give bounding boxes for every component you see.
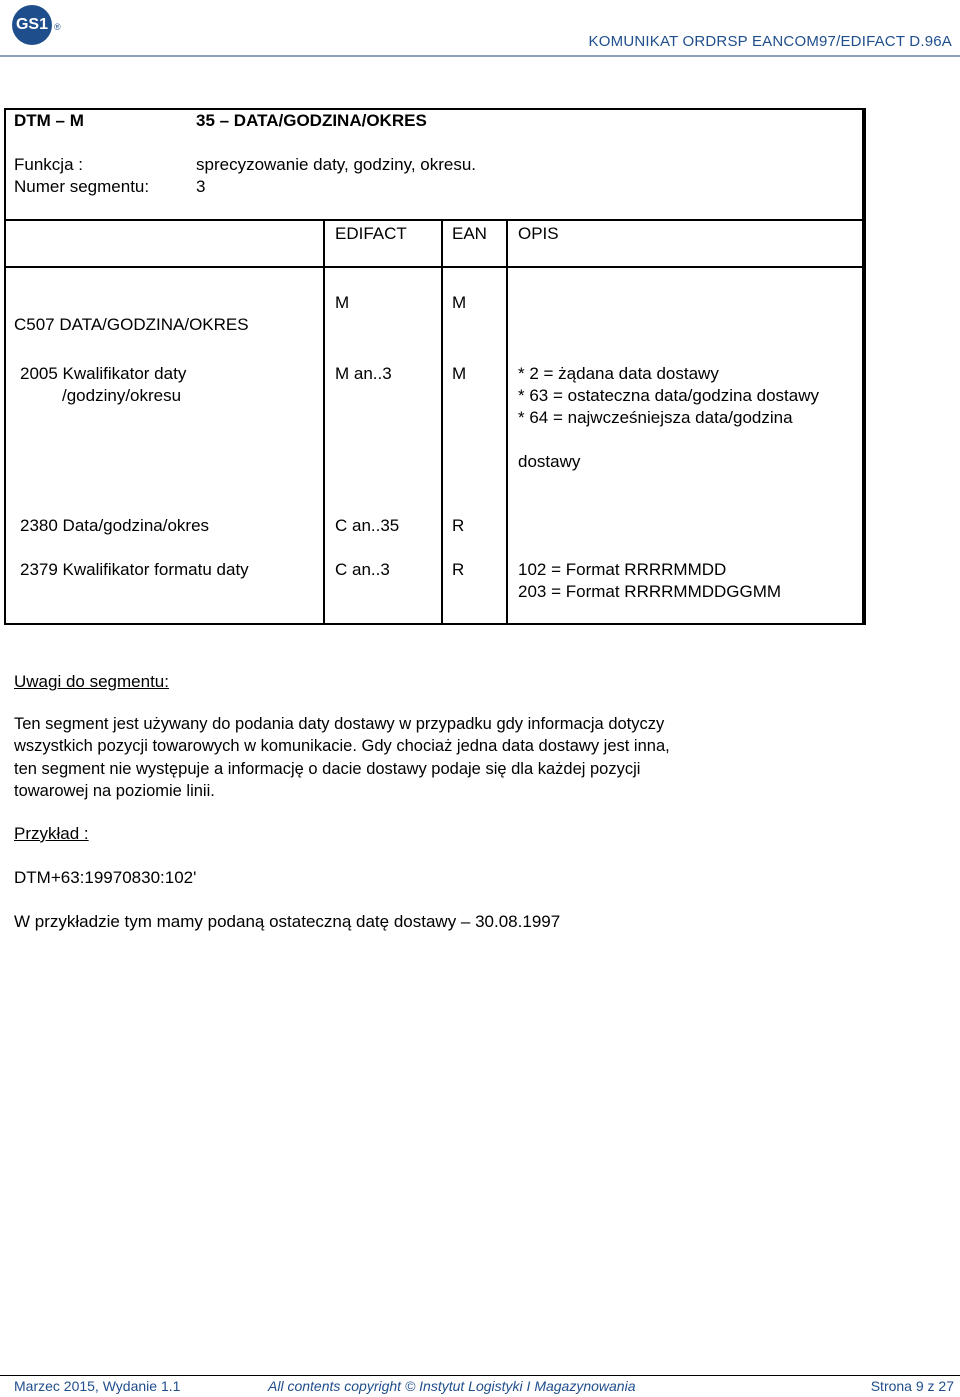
element-name-cont: /godziny/okresu: [62, 386, 182, 405]
column-header-edifact: EDIFACT: [335, 224, 407, 243]
function-label: Funkcja :: [14, 155, 83, 174]
code-description: * 64 = najwcześniejsza data/godzina: [518, 408, 793, 427]
column-header-ean: EAN: [452, 224, 487, 243]
column-divider: [506, 219, 508, 625]
logo-text: GS1: [15, 16, 48, 33]
table-divider: [4, 266, 864, 268]
element-name: 2379 Kwalifikator formatu daty: [20, 560, 249, 579]
footer-page-number: Strona 9 z 27: [870, 1378, 954, 1394]
segment-name: 35 – DATA/GODZINA/OKRES: [196, 111, 427, 130]
column-header-opis: OPIS: [518, 224, 559, 243]
element-edifact: C an..3: [335, 560, 390, 579]
column-divider: [323, 219, 325, 625]
document-title: KOMUNIKAT ORDRSP EANCOM97/EDIFACT D.96A: [588, 33, 952, 50]
footer-edition: Marzec 2015, Wydanie 1.1: [14, 1378, 181, 1394]
table-divider: [4, 219, 864, 221]
segment-number-label: Numer segmentu:: [14, 177, 150, 196]
composite-edifact: M: [335, 293, 350, 312]
notes-line: wszystkich pozycji towarowych w komunikacie. Gdy chociaż jedna data dostawy jest inna,: [14, 737, 670, 756]
code-description: dostawy: [518, 452, 581, 471]
element-edifact: C an..35: [335, 516, 400, 535]
code-description: * 2 = żądana data dostawy: [518, 364, 719, 383]
example-code: DTM+63:19970830:102': [14, 868, 197, 887]
logo-registered-mark: ®: [54, 22, 61, 32]
composite-ean: M: [452, 293, 467, 312]
footer-copyright: All contents copyright © Instytut Logistyki I Magazynowania: [268, 1378, 636, 1394]
element-ean: R: [452, 516, 465, 535]
element-name: 2005 Kwalifikator daty: [20, 364, 187, 383]
example-heading: Przykład :: [14, 824, 89, 843]
footer-rule: [0, 1375, 960, 1376]
code-description: 102 = Format RRRRMMDD: [518, 560, 727, 579]
function-value: sprecyzowanie daty, godziny, okresu.: [196, 155, 477, 174]
gs1-logo: [12, 5, 52, 45]
code-description: * 63 = ostateczna data/godzina dostawy: [518, 386, 820, 405]
notes-paragraph: [14, 713, 814, 803]
element-edifact: M an..3: [335, 364, 392, 383]
segment-number-value: 3: [196, 177, 206, 196]
element-name: 2380 Data/godzina/okres: [20, 516, 210, 535]
notes-heading: Uwagi do segmentu:: [14, 672, 169, 691]
notes-line: ten segment nie występuje a informację o dacie dostawy podaje się dla każdej pozycji: [14, 759, 641, 778]
element-ean: R: [452, 560, 465, 579]
segment-tag: DTM – M: [14, 111, 84, 130]
example-text: W przykładzie tym mamy podaną ostateczną datę dostawy – 30.08.1997: [14, 912, 561, 931]
composite-name: C507 DATA/GODZINA/OKRES: [14, 315, 249, 334]
table-border: [864, 108, 866, 625]
notes-line: Ten segment jest używany do podania daty dostawy w przypadku gdy informacja dotyczy: [14, 715, 665, 733]
header-rule: [0, 55, 960, 57]
notes-line: towarowej na poziomie linii.: [14, 782, 215, 801]
code-description: 203 = Format RRRRMMDDGGMM: [518, 582, 782, 601]
element-ean: M: [452, 364, 467, 383]
column-divider: [441, 219, 443, 625]
